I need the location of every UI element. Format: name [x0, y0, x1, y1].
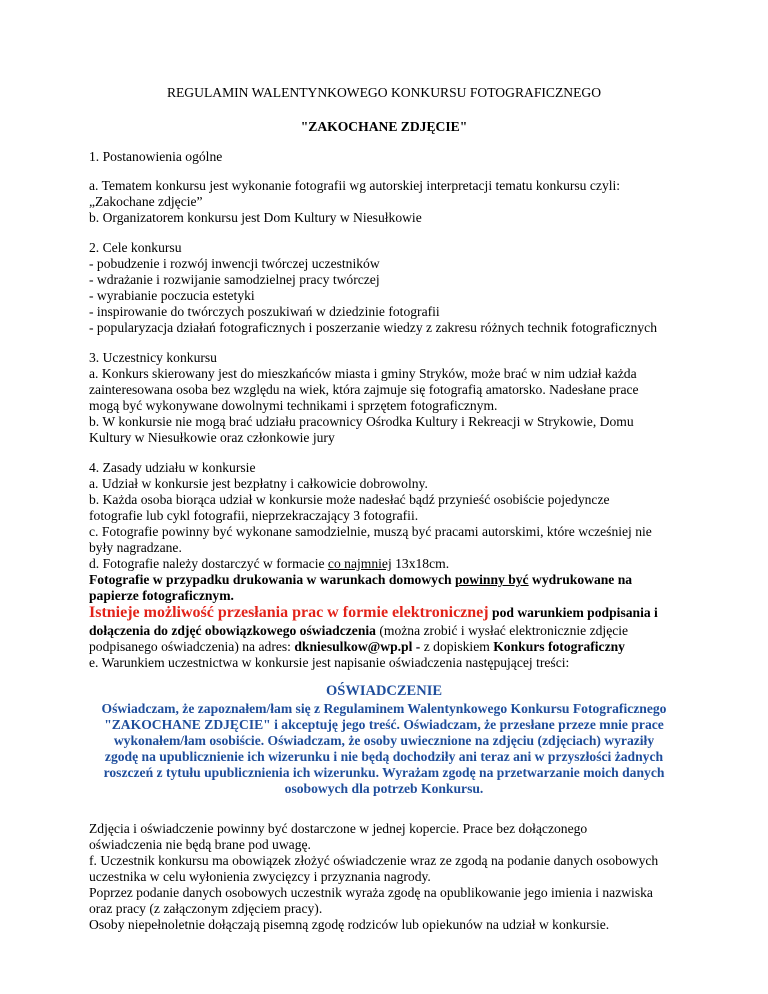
section-2-heading: 2. Cele konkursu	[89, 240, 182, 255]
closing-line: f. Uczestnik konkursu ma obowiązek złożyć oświadczenie wraz ze zgodą na podanie danych osobowych	[89, 853, 659, 868]
section-3-line: b. W konkursie nie mogą brać udziału pracownicy Ośrodka Kultury i Rekreacji w Strykowie, Domu	[89, 414, 634, 429]
print-post: wydrukowane na	[528, 572, 633, 587]
closing-line: Poprzez podanie danych osobowych uczestnik wyraża zgodę na opublikowanie jego imienia i nazwiska	[89, 885, 653, 900]
electronic-line3	[89, 638, 709, 655]
section-3-heading: 3. Uczestnicy konkursu	[89, 350, 217, 365]
section-3-line: zainteresowana osoba bez względu na wiek, która zajmuje się fotografią amatorsko. Nadesłane prace	[89, 382, 639, 397]
section-3-line: a. Konkurs skierowany jest do mieszkańców miasta i gminy Stryków, może brać w nim udział każda	[89, 366, 637, 381]
print-requirement-line2: papierze fotograficznym.	[89, 588, 234, 603]
electronic-line3-pre: podpisanego oświadczenia) na adres:	[89, 639, 295, 654]
electronic-line2	[89, 622, 709, 639]
document-subtitle: "ZAKOCHANE ZDJĘCIE"	[300, 119, 468, 134]
section-4-d	[89, 555, 709, 572]
section-1-b: b. Organizatorem konkursu jest Dom Kultury w Niesułkowie	[89, 210, 422, 225]
electronic-line2-normal: (można zrobić i wysłać elektronicznie zdjęcie	[375, 623, 629, 638]
section-4-line: a. Udział w konkursie jest bezpłatny i całkowicie dobrowolny.	[89, 476, 428, 491]
section-4-line: b. Każda osoba biorąca udział w konkursie może nadesłać bądź przynieść osobiście pojedyncze	[89, 492, 610, 507]
declaration-line: zgodę na upublicznienie ich wizerunku i nie będą dochodziły ani teraz ani w przyszłości żadnych	[104, 749, 664, 764]
section-2-item: - popularyzacja działań fotograficznych i poszerzanie wiedzy z zakresu różnych technik fotograficznych	[89, 320, 658, 335]
declaration-title: OŚWIADCZENIE	[325, 683, 443, 699]
print-pre: Fotografie w przypadku drukowania w warunkach domowych	[89, 572, 455, 587]
electronic-line2-bold: dołączenia do zdjęć obowiązkowego oświadczenia	[89, 623, 376, 638]
closing-line: uczestnika w celu wyłonienia zwycięzcy i przyznania nagrody.	[89, 869, 431, 884]
declaration-line: wykonałem/łam osobiście. Oświadczam, że osoby uwiecznione na zdjęciu (zdjęciach) wyraziły	[113, 733, 655, 748]
electronic-line1	[89, 604, 709, 621]
electronic-line3-mid: z dopiskiem	[420, 639, 494, 654]
section-4-d-post: 13x18cm.	[391, 556, 450, 571]
section-1-a-line2: „Zakochane zdjęcie”	[89, 194, 203, 209]
closing-line: Osoby niepełnoletnie dołączają pisemną zgodę rodziców lub opiekunów na udział w konkursie.	[89, 917, 610, 932]
section-4-heading: 4. Zasady udziału w konkursie	[89, 460, 256, 475]
declaration-line: roszczeń z tytułu upublicznienia ich wizerunku. Wyrażam zgodę na przetwarzanie moich danych	[103, 765, 665, 780]
closing-line: oraz pracy (z załączonym zdjęciem pracy).	[89, 901, 323, 916]
electronic-line3-bold: Konkurs fotograficzny	[493, 639, 625, 654]
section-1-heading: 1. Postanowienia ogólne	[89, 149, 223, 164]
declaration-line: Oświadczam, że zapoznałem/łam się z Regulaminem Walentynkowego Konkursu Fotograficznego	[101, 701, 667, 716]
declaration-line: "ZAKOCHANE ZDJĘCIE" i akceptuję jego treść. Oświadczam, że przesłane przeze mnie prace	[104, 717, 664, 732]
closing-line: oświadczenia nie będą brane pod uwagę.	[89, 837, 311, 852]
section-4-d-pre: d. Fotografie należy dostarczyć w formacie	[89, 556, 328, 571]
declaration-line: osobowych dla potrzeb Konkursu.	[284, 781, 484, 796]
section-2-item: - inspirowanie do twórczych poszukiwań w dziedzinie fotografii	[89, 304, 440, 319]
document-title: REGULAMIN WALENTYNKOWEGO KONKURSU FOTOGRAFICZNEGO	[166, 85, 602, 100]
email-address: dkniesulkow@wp.pl -	[294, 639, 421, 654]
section-3-line: Kultury w Niesułkowie oraz członkowie jury	[89, 430, 335, 445]
section-2-item: - wdrażanie i rozwijanie samodzielnej pracy twórczej	[89, 272, 380, 287]
section-3-line: mogą być wykonywane dowolnymi technikami i sprzętem fotograficznym.	[89, 398, 498, 413]
section-1-a-line1: a. Tematem konkursu jest wykonanie fotografii wg autorskiej interpretacji tematu konkursu czyli:	[89, 178, 621, 193]
print-underline: powinny być	[454, 572, 529, 587]
section-2-item: - pobudzenie i rozwój inwencji twórczej uczestników	[89, 256, 380, 271]
section-2-item: - wyrabianie poczucia estetyki	[89, 288, 255, 303]
electronic-bold-text: pod warunkiem podpisania i	[488, 605, 658, 620]
section-4-line: fotografie lub cykl fotografii, nieprzekraczający 3 fotografii.	[89, 508, 419, 523]
section-4-d-underline: co najmniej	[327, 556, 392, 571]
electronic-red-text: Istnieje możliwość przesłania prac w formie elektronicznej	[89, 604, 489, 621]
section-4-e: e. Warunkiem uczestnictwa w konkursie jest napisanie oświadczenia następującej treści:	[89, 655, 570, 670]
section-4-line: c. Fotografie powinny być wykonane samodzielnie, muszą być pracami autorskimi, które wcześniej nie	[89, 524, 652, 539]
closing-line: Zdjęcia i oświadczenie powinny być dostarczone w jednej kopercie. Prace bez dołączonego	[89, 821, 588, 836]
section-4-line: były nagradzane.	[89, 540, 182, 555]
print-requirement-line1	[89, 571, 709, 588]
